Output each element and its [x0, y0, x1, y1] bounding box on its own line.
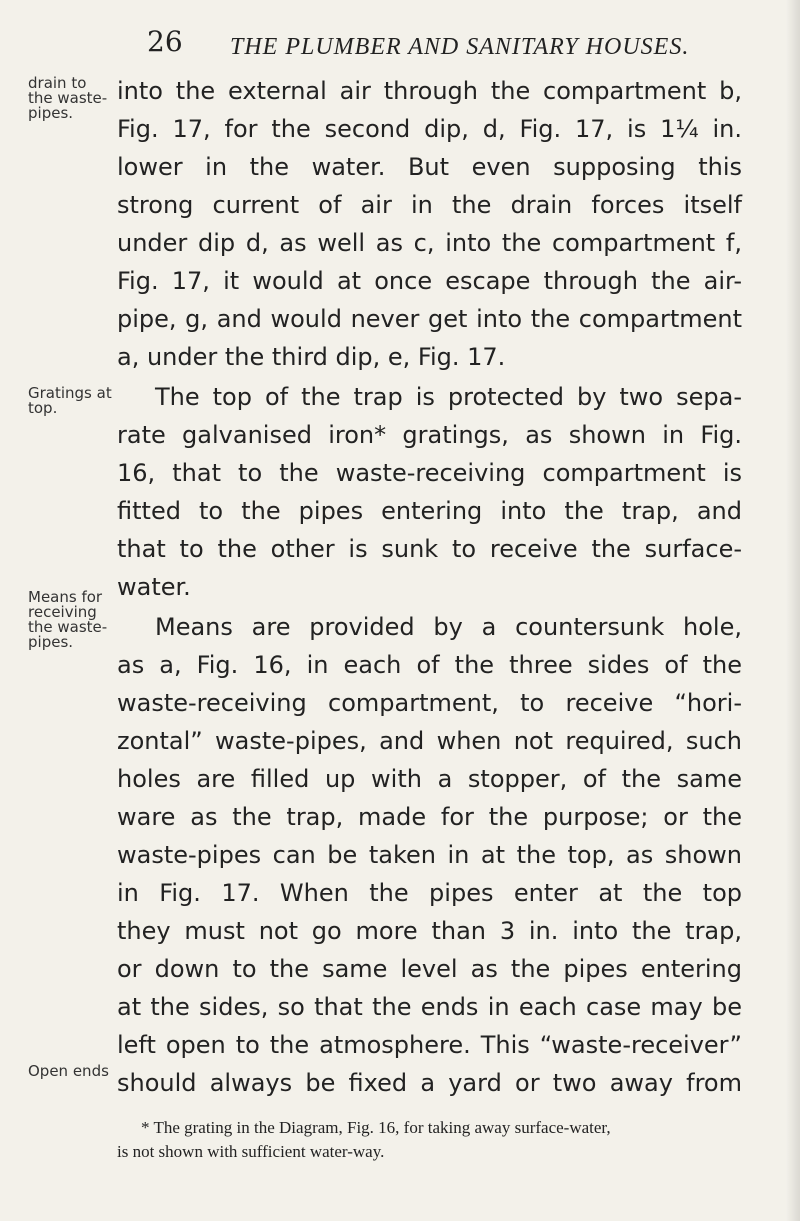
body-line: waste-receiving compartment, to receive “hori-	[117, 689, 742, 717]
margin-note-line: Gratings at	[28, 384, 112, 402]
body-line: Fig. 17, it would at once escape through the air-	[117, 267, 742, 295]
body-line: holes are filled up with a stopper, of the same	[117, 765, 742, 793]
body-line: 16, that to the waste-receiving compartment is	[117, 459, 742, 487]
margin-note-line: Open ends	[28, 1062, 109, 1080]
margin-note-line: the waste-	[28, 89, 108, 107]
body-line: under dip d, as well as c, into the compartment f,	[117, 229, 742, 257]
margin-note-drain	[28, 76, 118, 121]
body-line: they must not go more than 3 in. into the trap,	[117, 917, 742, 945]
margin-note-open-ends	[28, 1064, 118, 1079]
body-line: that to the other is sunk to receive the surface-	[117, 535, 742, 563]
body-line: waste-pipes can be taken in at the top, as shown	[117, 841, 742, 869]
body-line: left open to the atmosphere. This “waste-receiver”	[117, 1031, 742, 1059]
body-line: zontal” waste-pipes, and when not required, such	[117, 727, 742, 755]
margin-note-line: pipes.	[28, 633, 74, 651]
footnote-line: is not shown with sufficient water-way.	[117, 1142, 385, 1161]
margin-note-line: drain to	[28, 74, 87, 92]
margin-note-gratings	[28, 386, 118, 416]
body-line: strong current of air in the drain forces itself	[117, 191, 742, 219]
body-line: as a, Fig. 16, in each of the three sides of the	[117, 651, 742, 679]
body-line: should always be fixed a yard or two away from	[117, 1069, 742, 1097]
body-line: The top of the trap is protected by two sepa-	[155, 383, 742, 411]
body-line: rate galvanised iron* gratings, as shown in Fig.	[117, 421, 742, 449]
body-line: fitted to the pipes entering into the trap, and	[117, 497, 742, 525]
margin-note-line: top.	[28, 399, 58, 417]
running-title: THE PLUMBER AND SANITARY HOUSES.	[230, 34, 690, 60]
page-number: 26	[147, 25, 183, 58]
margin-note-means	[28, 590, 118, 650]
margin-note-line: the waste-	[28, 618, 108, 636]
page-edge-shadow	[786, 0, 800, 1221]
body-line: Fig. 17, for the second dip, d, Fig. 17, is 1¼ in.	[117, 115, 742, 143]
margin-note-line: receiving	[28, 603, 97, 621]
body-line: Means are provided by a countersunk hole,	[155, 613, 742, 641]
body-line: into the external air through the compartment b,	[117, 77, 742, 105]
body-line: water.	[117, 573, 191, 601]
margin-note-line: Means for	[28, 588, 103, 606]
body-line: in Fig. 17. When the pipes enter at the top	[117, 879, 742, 907]
body-line: at the sides, so that the ends in each case may be	[117, 993, 742, 1021]
body-line: ware as the trap, made for the purpose; or the	[117, 803, 742, 831]
body-line: lower in the water. But even supposing this	[117, 153, 742, 181]
margin-note-line: pipes.	[28, 104, 74, 122]
body-line: pipe, g, and would never get into the compartment	[117, 305, 742, 333]
body-line: or down to the same level as the pipes entering	[117, 955, 742, 983]
footnote-line: * The grating in the Diagram, Fig. 16, for taking away surface-water,	[141, 1118, 611, 1137]
body-line: a, under the third dip, e, Fig. 17.	[117, 343, 506, 371]
